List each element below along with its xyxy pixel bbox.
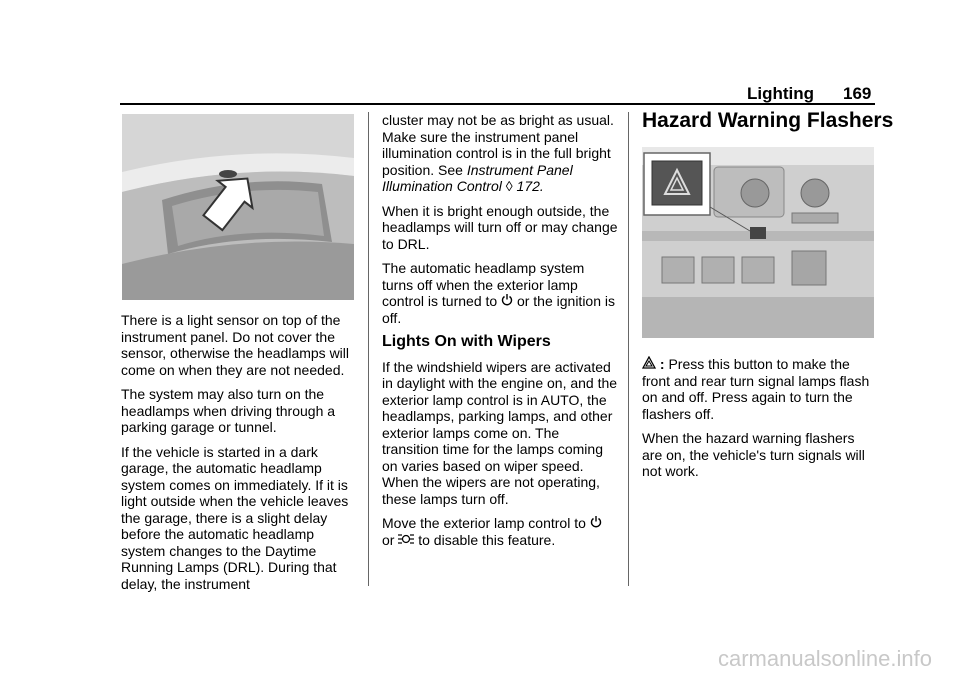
paragraph-text: to disable this feature. bbox=[418, 531, 556, 548]
paragraph bbox=[642, 356, 878, 422]
hazard-triangle-icon bbox=[642, 356, 656, 372]
power-off-icon bbox=[501, 293, 513, 309]
cross-reference-page[interactable]: 172. bbox=[516, 178, 544, 194]
paragraph: If the windshield wipers are activated in daylight with the engine on, and the exterior lamp control is in AUTO, the headlamps, parking lamps, and other exterior lamps come on. The transition time for the lamps coming on varies based on wiper speed. When the wipers are not operating, these lamps turn off. bbox=[382, 358, 618, 507]
header-page-number: 169 bbox=[843, 84, 872, 103]
section-heading: Hazard Warning Flashers bbox=[642, 109, 894, 132]
light-sensor-figure bbox=[122, 114, 354, 300]
definition-colon: : bbox=[659, 356, 665, 372]
paragraph-text: Move the exterior lamp control to bbox=[382, 515, 586, 531]
paragraph-text: cluster may not be as bright as usual. Make sure the instrument panel illumination control is in the full bright position. See bbox=[382, 112, 614, 178]
paragraph-text: or bbox=[382, 531, 395, 548]
header-rule bbox=[120, 103, 875, 105]
paragraph-text: or the ignition is off. bbox=[382, 293, 616, 326]
paragraph: There is a light sensor on top of the instrument panel. Do not cover the sensor, otherwise the headlamps will come on when they are not needed. bbox=[121, 312, 350, 378]
paragraph: When it is bright enough outside, the headlamps will turn off or may change to DRL. bbox=[382, 202, 618, 252]
paragraph bbox=[382, 515, 618, 548]
header-section-title: Lighting bbox=[747, 84, 815, 103]
paragraph bbox=[382, 260, 618, 326]
power-off-icon bbox=[590, 515, 602, 531]
watermark: carmanualsonline.info bbox=[717, 646, 932, 671]
cross-reference-link[interactable]: Instrument Panel Illumination Control bbox=[382, 161, 573, 194]
parking-lamp-icon bbox=[398, 532, 414, 548]
paragraph-text: Press this button to make the front and rear turn signal lamps flash on and off. Press again to turn the flashers off. bbox=[642, 356, 870, 422]
page-reference-symbol: ◊ bbox=[505, 178, 513, 194]
paragraph: If the vehicle is started in a dark garage, the automatic headlamp system comes on immediately. If it is light outside when the vehicle leaves the garage, there is a slight delay before the automatic headlamp system changes to the Daytime Running Lamps (DRL). During that delay, the instrument bbox=[121, 443, 349, 592]
column-divider bbox=[368, 112, 369, 586]
paragraph bbox=[382, 112, 618, 195]
column-divider bbox=[628, 112, 629, 586]
hazard-button-figure bbox=[642, 147, 874, 338]
paragraph: The system may also turn on the headlamps when driving through a parking garage or tunnel. bbox=[121, 386, 336, 435]
subheading: Lights On with Wipers bbox=[382, 333, 551, 350]
paragraph: When the hazard warning flashers are on, the vehicle's turn signals will not work. bbox=[642, 430, 865, 479]
paragraph-text: The automatic headlamp system turns off when the exterior lamp control is turned to bbox=[382, 260, 585, 309]
